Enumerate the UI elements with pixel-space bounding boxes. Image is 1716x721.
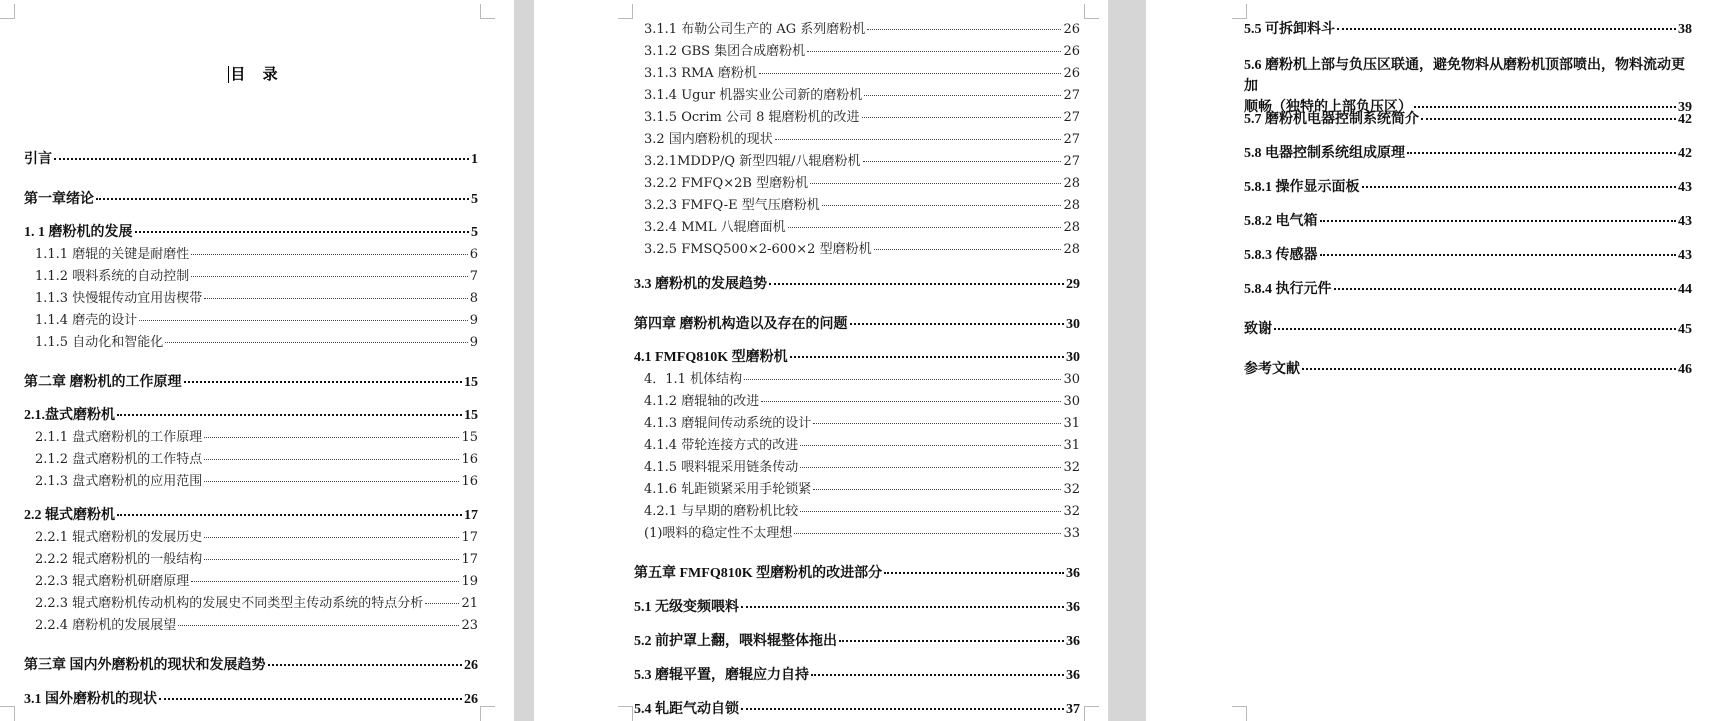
toc-entry[interactable]: 4．1.1 机体结构 30: [644, 372, 1080, 387]
page-corner-mark: [480, 706, 495, 721]
toc-entry[interactable]: 1.1.1 磨辊的关键是耐磨性 6: [35, 247, 478, 262]
toc-entry[interactable]: 2.1.盘式磨粉机 15: [24, 408, 478, 423]
toc-entry[interactable]: 引言 1: [24, 152, 478, 167]
toc-entry[interactable]: 1.1.4 磨壳的设计 9: [35, 313, 478, 328]
toc-entry[interactable]: 5.7 磨粉机电器控制系统简介 42: [1244, 112, 1692, 127]
toc-entry[interactable]: 2.2.2 辊式磨粉机的一般结构 17: [35, 552, 478, 567]
toc-entry[interactable]: 5.8.3 传感器 43: [1244, 248, 1692, 263]
toc-entry[interactable]: 4.1.2 磨辊轴的改进 30: [644, 394, 1080, 409]
toc-entry[interactable]: 4.1 FMFQ810K 型磨粉机 30: [634, 350, 1080, 365]
toc-entry[interactable]: 4.1.6 轧距锁紧采用手轮锁紧 32: [644, 482, 1080, 497]
document-page-1: [0, 0, 514, 721]
toc-entry[interactable]: 4.1.4 带轮连接方式的改进 31: [644, 438, 1080, 453]
page-corner-mark: [618, 4, 633, 19]
toc-entry[interactable]: 第五章 FMFQ810K 型磨粉机的改进部分 36: [634, 566, 1080, 581]
toc-entry[interactable]: 3.2.4 MML 八辊磨面机 28: [644, 220, 1080, 235]
toc-entry[interactable]: 2.2.1 辊式磨粉机的发展历史 17: [35, 530, 478, 545]
toc-entry[interactable]: 5.8.2 电气箱 43: [1244, 214, 1692, 229]
toc-entry[interactable]: 3.1.2 GBS 集团合成磨粉机 26: [644, 44, 1080, 59]
toc-entry[interactable]: 5.2 前护罩上翻，喂料辊整体拖出 36: [634, 634, 1080, 649]
toc-entry[interactable]: 第三章 国内外磨粉机的现状和发展趋势 26: [24, 658, 478, 673]
toc-entry[interactable]: 3.2.5 FMSQ500×2-600×2 型磨粉机 28: [644, 242, 1080, 257]
toc-entry[interactable]: 5.8.1 操作显示面板 43: [1244, 180, 1692, 195]
toc-entry[interactable]: 致谢 45: [1244, 322, 1692, 337]
toc-entry[interactable]: 参考文献 46: [1244, 362, 1692, 377]
toc-entry[interactable]: 1.1.2 喂料系统的自动控制 7: [35, 269, 478, 284]
toc-entry[interactable]: 3.1.5 Ocrim 公司 8 辊磨粉机的改进 27: [644, 110, 1080, 125]
page-corner-mark: [0, 706, 15, 721]
page-corner-mark: [480, 4, 495, 19]
toc-title: 目 录: [230, 65, 284, 83]
page-corner-mark: [1084, 706, 1099, 721]
toc-entry[interactable]: 5.6 磨粉机上部与负压区联通，避免物料从磨粉机顶部喷出，物料流动更加 顺畅（独特的上部负压区） 39: [1244, 58, 1692, 115]
toc-entry[interactable]: 2.1.1 盘式磨粉机的工作原理 15: [35, 430, 478, 445]
toc-entry[interactable]: 5.8 电器控制系统组成原理 42: [1244, 146, 1692, 161]
toc-entry[interactable]: 5.8.4 执行元件 44: [1244, 282, 1692, 297]
toc-entry[interactable]: 1.1.3 快慢辊传动宜用齿楔带 8: [35, 291, 478, 306]
page-corner-mark: [1232, 706, 1247, 721]
toc-entry[interactable]: 2.2.3 辊式磨粉机研磨原理 19: [35, 574, 478, 589]
toc-entry[interactable]: 2.2 辊式磨粉机 17: [24, 508, 478, 523]
toc-entry[interactable]: 3.1.1 布勒公司生产的 AG 系列磨粉机 26: [644, 22, 1080, 37]
toc-entry[interactable]: 3.2.2 FMFQ×2B 型磨粉机 28: [644, 176, 1080, 191]
toc-entry[interactable]: 第一章绪论 5: [24, 192, 478, 207]
toc-entry[interactable]: 5.5 可拆卸料斗 38: [1244, 22, 1692, 37]
page-corner-mark: [0, 4, 15, 19]
page-corner-mark: [1084, 4, 1099, 19]
toc-entry[interactable]: 3.3 磨粉机的发展趋势 29: [634, 277, 1080, 292]
toc-entry[interactable]: 3.2 国内磨粉机的现状 27: [644, 132, 1080, 147]
toc-entry[interactable]: 4.1.5 喂料辊采用链条传动 32: [644, 460, 1080, 475]
toc-entry[interactable]: 1. 1 磨粉机的发展 5: [24, 225, 478, 240]
toc-entry[interactable]: 3.1 国外磨粉机的现状 26: [24, 692, 478, 707]
toc-entry[interactable]: 5.3 磨辊平置，磨辊应力自持 36: [634, 668, 1080, 683]
toc-entry[interactable]: 3.1.3 RMA 磨粉机 26: [644, 66, 1080, 81]
toc-entry[interactable]: 3.2.1MDDP/Q 新型四辊/八辊磨粉机 27: [644, 154, 1080, 169]
toc-entry[interactable]: 4.1.3 磨辊间传动系统的设计 31: [644, 416, 1080, 431]
toc-entry[interactable]: (1)喂料的稳定性不太理想 33: [644, 526, 1080, 541]
toc-entry[interactable]: 第二章 磨粉机的工作原理 15: [24, 375, 478, 390]
toc-entry[interactable]: 5.1 无级变频喂料 36: [634, 600, 1080, 615]
toc-entry[interactable]: 2.1.2 盘式磨粉机的工作特点 16: [35, 452, 478, 467]
toc-entry[interactable]: 2.1.3 盘式磨粉机的应用范围 16: [35, 474, 478, 489]
toc-entry[interactable]: 3.1.4 Ugur 机器实业公司新的磨粉机 27: [644, 88, 1080, 103]
document-page-2: [534, 0, 1108, 721]
toc-entry[interactable]: 2.2.3 辊式磨粉机传动机构的发展史不同类型主传动系统的特点分析 21: [35, 596, 478, 611]
toc-entry[interactable]: 1.1.5 自动化和智能化 9: [35, 335, 478, 350]
toc-entry[interactable]: 第四章 磨粉机构造以及存在的问题 30: [634, 317, 1080, 332]
toc-entry[interactable]: 3.2.3 FMFQ-E 型气压磨粉机 28: [644, 198, 1080, 213]
toc-entry[interactable]: 2.2.4 磨粉机的发展展望 23: [35, 618, 478, 633]
page-corner-mark: [1232, 4, 1247, 19]
toc-entry[interactable]: 5.4 轧距气动自锁 37: [634, 702, 1080, 717]
toc-entry[interactable]: 4.2.1 与早期的磨粉机比较 32: [644, 504, 1080, 519]
page-corner-mark: [618, 706, 633, 721]
document-page-3: [1146, 0, 1716, 721]
